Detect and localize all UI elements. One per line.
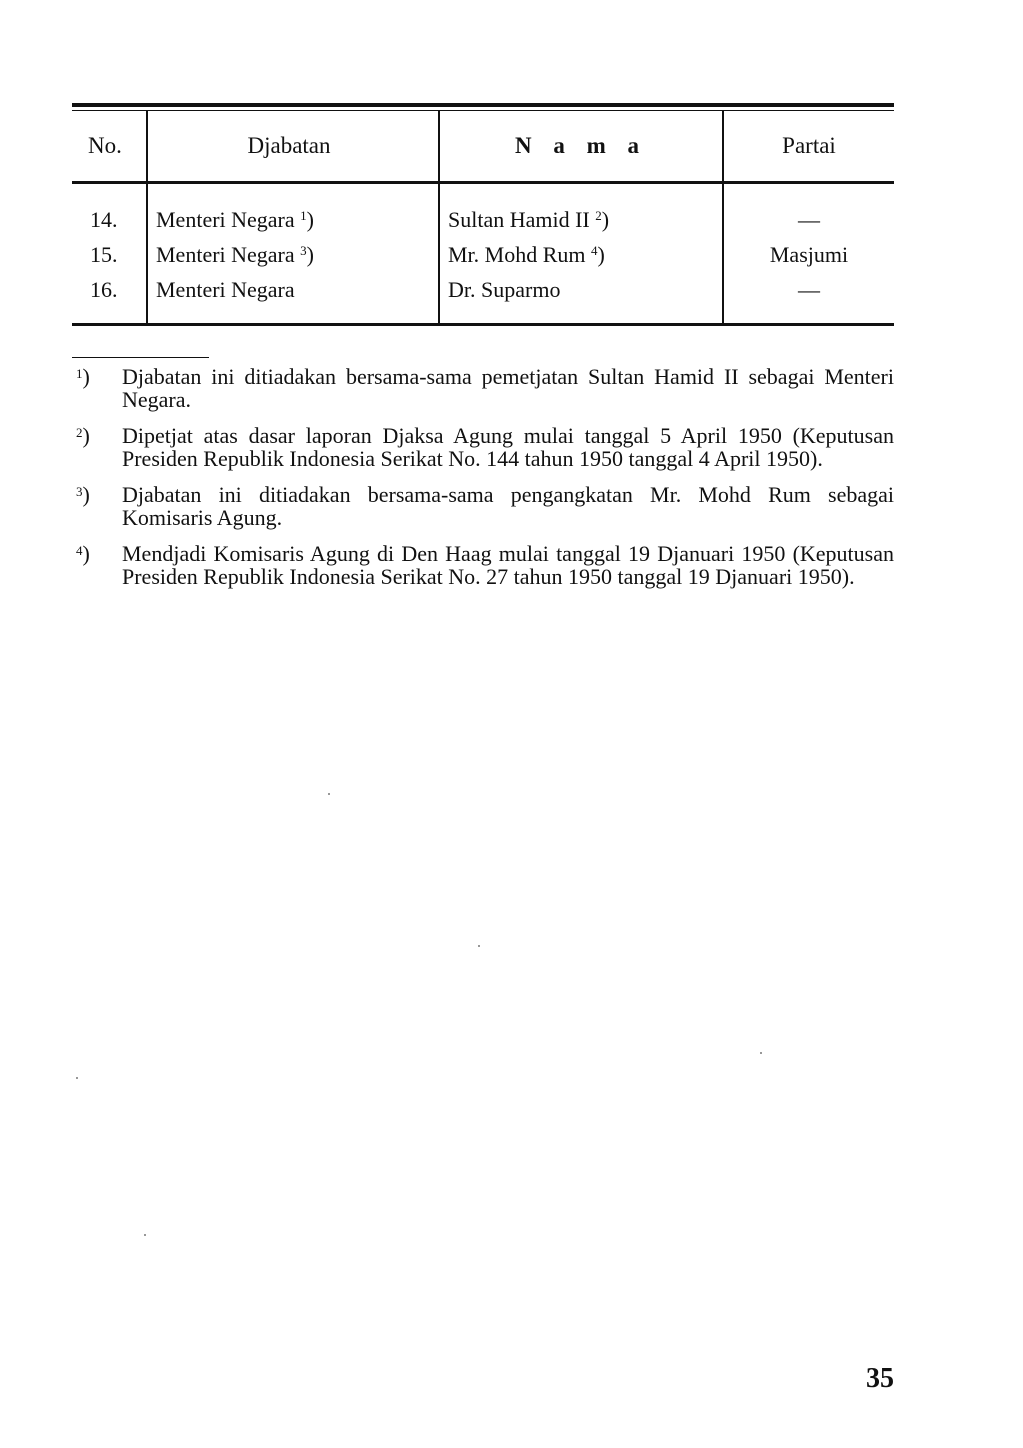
table-cell-djabatan xyxy=(156,237,438,272)
footnote-separator xyxy=(72,357,209,358)
table-cell-no: 16. xyxy=(90,277,118,302)
table-bottom-rule xyxy=(72,323,894,326)
footnote-mark: $^3$) xyxy=(76,482,90,507)
footnote-text: Mendjadi Komisaris Agung di Den Haag mulai tanggal 19 Djanuari 1950 (Keputusan Presiden Republik Indonesia Serikat No. 27 tahun 1950 tanggal 19 Djanuari 1950). xyxy=(122,541,894,589)
footnote-ref: 3 xyxy=(300,243,307,258)
ministers-table xyxy=(72,103,894,326)
footnote-ref-paren: ) xyxy=(601,207,610,232)
scan-speck xyxy=(76,1077,78,1079)
column-no xyxy=(72,184,146,323)
column-nama xyxy=(438,184,722,323)
table-cell-djabatan xyxy=(156,202,438,237)
footnote xyxy=(72,424,894,470)
footnote-mark: $^1$) xyxy=(76,364,90,389)
scan-speck xyxy=(760,1052,762,1054)
footnote xyxy=(72,365,894,411)
header-no: No. xyxy=(88,133,122,158)
table-cell-djabatan xyxy=(156,272,438,307)
header-djabatan: Djabatan xyxy=(146,111,438,181)
table-cell-no: 14. xyxy=(90,207,118,232)
header-partai: Partai xyxy=(722,111,894,181)
footnote-ref: 1 xyxy=(300,208,307,223)
table-cell-partai: Masjumi xyxy=(769,242,849,267)
footnote xyxy=(72,483,894,529)
table-top-rule xyxy=(72,103,894,107)
footnote-number: 2 xyxy=(76,425,83,440)
footnote-number: 3 xyxy=(76,484,83,499)
table-cell-partai: — xyxy=(798,277,820,302)
footnote-mark: $^4$) xyxy=(76,541,90,566)
footnote-text: Djabatan ini ditiadakan bersama-sama pengangkatan Mr. Mohd Rum sebagai Komisaris Agung. xyxy=(122,482,894,530)
table-body xyxy=(72,184,894,323)
footnotes xyxy=(72,365,894,601)
column-partai xyxy=(722,184,894,323)
scan-speck xyxy=(328,793,330,795)
footnote-ref: 2 xyxy=(595,208,602,223)
table-cell-nama xyxy=(448,202,722,237)
scan-speck xyxy=(478,945,480,947)
nama-text: Dr. Suparmo xyxy=(448,277,561,302)
page-number: 35 xyxy=(866,1363,894,1394)
nama-text: Sultan Hamid II xyxy=(448,207,590,232)
djabatan-text: Menteri Negara xyxy=(156,207,295,232)
scan-speck xyxy=(144,1234,146,1236)
table-cell-partai: — xyxy=(798,207,820,232)
nama-text: Mr. Mohd Rum xyxy=(448,242,586,267)
table-header xyxy=(72,111,894,181)
footnote-text: Djabatan ini ditiadakan bersama-sama pemetjatan Sultan Hamid II sebagai Menteri Negara. xyxy=(122,364,894,412)
footnote-ref: 4 xyxy=(591,243,598,258)
footnote-number: 1 xyxy=(76,366,83,381)
table-cell-nama xyxy=(448,272,722,307)
footnote-ref-paren: ) xyxy=(306,242,314,267)
footnote-text: Dipetjat atas dasar laporan Djaksa Agung mulai tanggal 5 April 1950 (Keputusan Presiden Republik Indonesia Serikat No. 144 tahun 1950 tanggal 4 April 1950). xyxy=(122,423,894,471)
footnote-ref-paren: ) xyxy=(306,207,314,232)
footnote xyxy=(72,542,894,588)
header-nama: N a m a xyxy=(438,111,722,181)
djabatan-text: Menteri Negara xyxy=(156,277,295,302)
column-djabatan xyxy=(146,184,438,323)
table-cell-nama xyxy=(448,237,722,272)
footnote-number: 4 xyxy=(76,543,83,558)
djabatan-text: Menteri Negara xyxy=(156,242,295,267)
table-cell-no: 15. xyxy=(90,242,118,267)
footnote-ref-paren: ) xyxy=(597,242,605,267)
footnote-mark: $^2$) xyxy=(76,423,90,448)
